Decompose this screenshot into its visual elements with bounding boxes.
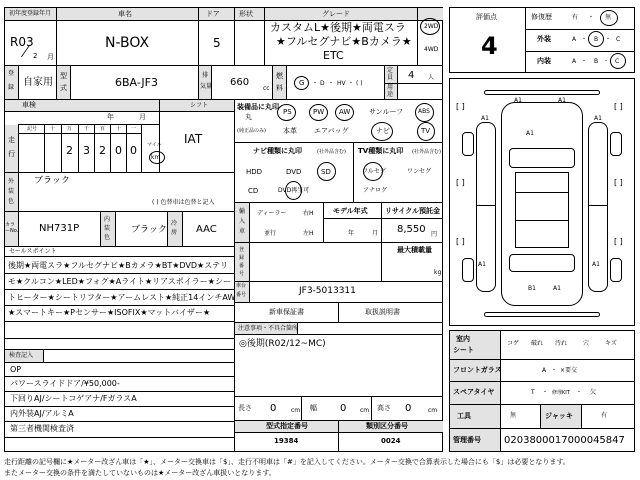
equip-sunroof: サンルーフ (369, 108, 404, 116)
inspector-line: 第三者機関検査済 (10, 424, 74, 433)
repair-none: 無 (605, 14, 612, 21)
height-value: 0 (405, 403, 412, 414)
damage-marker: A1 (514, 97, 522, 104)
plate-label: 登 (8, 70, 15, 77)
interior-color-value: ブラック (131, 225, 167, 235)
exterior-b: B (594, 36, 599, 43)
sales-line: トヒーター★シートリフター★アームレスト★純正14インチAW (8, 293, 236, 302)
mileage-digit: 3 (83, 144, 90, 157)
nav-dvd-play: DVD再生可 (278, 187, 310, 194)
fuel-g: G (299, 79, 305, 87)
equip-abs: ABS (418, 108, 430, 115)
car-name: N-BOX (105, 35, 150, 51)
width-value: 0 (340, 403, 347, 414)
model-no-value: 19384 (274, 437, 299, 445)
reg-label: 初年度登録年月 (9, 10, 52, 17)
vin-value: JF3-5013311 (299, 286, 356, 296)
km-unit: km (151, 154, 161, 161)
displacement-value: 660 (230, 77, 250, 88)
sales-line: ★スマートキー★Pセンサー★ISOFIX★マットバイザー★ (8, 308, 211, 317)
doors-value: 5 (213, 36, 221, 50)
damage-marker: A1 (526, 130, 534, 137)
damage-marker: A1 (481, 115, 489, 122)
grade-label: グレード (322, 10, 350, 18)
capacity-value: 4 (408, 70, 415, 81)
mileage-digit: 0 (130, 144, 137, 157)
ac-value: AAC (196, 224, 217, 235)
grade-line3: ETC (323, 49, 344, 62)
plate-value: 自家用 (23, 77, 53, 88)
interior-c: C (615, 58, 620, 65)
damage-marker: A1 (594, 115, 602, 122)
inspector-line: パワースライドドア/¥50,000- (10, 379, 120, 388)
nav-sd: SD (321, 168, 331, 176)
grade-line1: カスタムL★後期★両電スラ (270, 21, 406, 34)
shape-label: 形状 (239, 10, 253, 18)
equip-pw: PW (313, 108, 325, 116)
damage-marker: A1 (478, 261, 486, 268)
name-label: 車名 (118, 10, 132, 18)
drive-4wd: 4WD (424, 46, 439, 53)
sales-line: 後期★両電スラ★フルセグナビ★Bカメラ★BT★DVD★ステリ (8, 261, 229, 270)
class-no-value: 0024 (381, 437, 401, 445)
equip-ps: PS (283, 108, 292, 116)
score-label: 評価点 (476, 13, 497, 21)
sales-line: モ★クルコン★LED★フォグ★Aライト★リアスポイラー★シー (8, 277, 231, 286)
damage-marker: B1 (528, 285, 536, 292)
color-no-value: NH731P (39, 223, 80, 234)
mileage-digit: 0 (115, 144, 122, 157)
shift-value: IAT (184, 132, 203, 146)
inspector-line: 下回りAJ/シートコゲアナ/FガラスA (10, 394, 137, 403)
reg-month-unit: 月 (47, 53, 54, 61)
doors-label: ドア (206, 10, 220, 18)
color-value: ブラック (34, 176, 70, 186)
tv-fullseg: フルセグ (362, 168, 386, 175)
reg-month: 2 (33, 52, 38, 60)
inspector-line: OP (10, 365, 22, 374)
footer-line1: 走行距離の記号欄に★メーター改ざん車は「★」、メーター交換車は「$」、走行不明車は「#」を記入してください。メーター交換で合算表示した場合にも「$」は必要となります。 (4, 458, 570, 466)
length-value: 0 (270, 403, 277, 414)
recycle-value: 8,550 (397, 224, 426, 235)
damage-marker: A1 (592, 261, 600, 268)
damage-marker: A1 (558, 97, 566, 104)
equip-navi: ナビ (376, 127, 390, 135)
inspector-line: 内外装AJ/アルミA (10, 409, 74, 418)
mileage-digit: 2 (99, 144, 106, 157)
type-value: 6BA-JF3 (115, 76, 158, 89)
equip-aw: AW (339, 108, 351, 116)
score-value: 4 (481, 32, 498, 60)
manage-number: 0203800017000045847 (504, 435, 625, 446)
equip-tv: TV (421, 127, 431, 135)
drive-2wd: 2WD (424, 23, 439, 30)
footer-line2: またメーター交換の条件を満たしていないものは★メーター改ざん車扱いとなります。 (4, 469, 276, 477)
damage-marker: A1 (553, 285, 561, 292)
grade-line2: ★フルセグナビ★Bカメラ★ (276, 35, 412, 48)
mileage-digit: 2 (66, 144, 73, 157)
reg-era: R03 (10, 35, 34, 49)
notes-value: ◎後期(R02/12~MC) (239, 339, 326, 349)
